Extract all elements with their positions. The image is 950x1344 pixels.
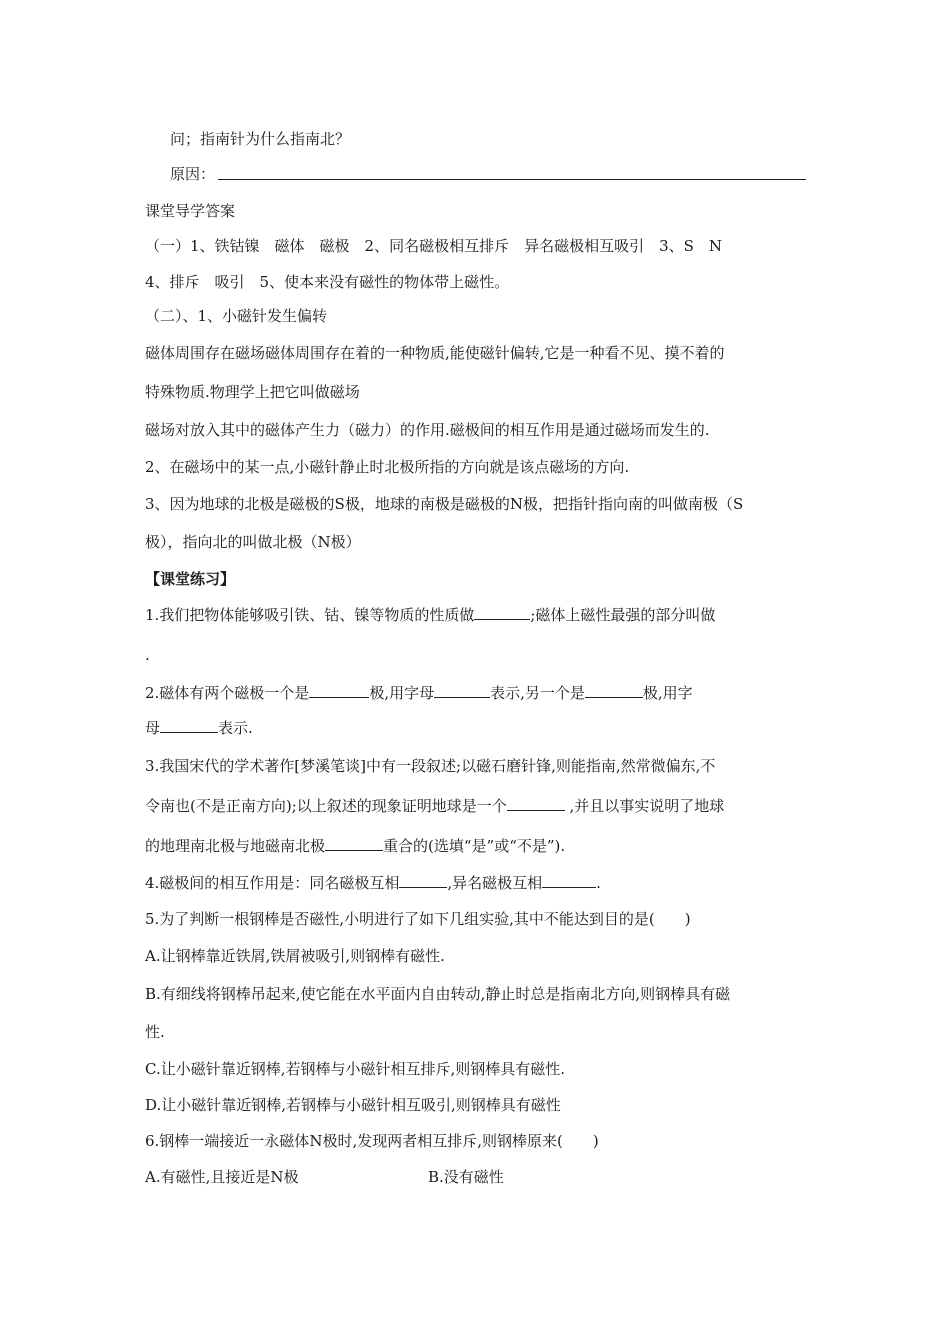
q1-text-b: ;磁体上磁性最强的部分叫做 xyxy=(530,606,716,624)
q3-text-d: 重合的(选填“是”或“不是”). xyxy=(383,837,566,855)
question-3-line3 xyxy=(145,836,565,856)
question-5-option-b-line1: B.有细线将钢棒吊起来,使它能在水平面内自由转动,静止时总是指南北方向,则钢棒具有磁 xyxy=(145,985,731,1003)
question-1-line1 xyxy=(145,605,715,625)
question-3-line2 xyxy=(145,796,724,816)
question-5-option-a: A.让钢棒靠近铁屑,铁屑被吸引,则钢棒有磁性. xyxy=(145,947,445,965)
q3-blank-2[interactable] xyxy=(325,836,383,851)
question-5-option-b-line2: 性. xyxy=(145,1023,165,1041)
field-definition-line2: 特殊物质.物理学上把它叫做磁场 xyxy=(145,383,360,401)
q2-text-b: 极,用字母 xyxy=(369,684,435,702)
question-1-line2 xyxy=(145,645,150,665)
question-6-stem: 6.钢棒一端接近一永磁体N极时,发现两者相互排斥,则钢棒原来( ) xyxy=(145,1132,599,1150)
practice-title: 【课堂练习】 xyxy=(145,570,236,588)
question-3-line1: 3.我国宋代的学术著作[梦溪笔谈]中有一段叙述;以磁石磨针锋,则能指南,然常微偏东,不 xyxy=(145,757,716,775)
question-5-stem: 5.为了判断一根钢棒是否磁性,小明进行了如下几组实验,其中不能达到目的是( ) xyxy=(145,910,691,928)
q2-text-a: 2.磁体有两个磁极一个是 xyxy=(145,684,310,702)
answer-item2: 2、在磁场中的某一点,小磁针静止时北极所指的方向就是该点磁场的方向. xyxy=(145,458,630,476)
q4-blank-1[interactable] xyxy=(399,873,447,888)
q2-text-e: 母 xyxy=(145,719,161,737)
q2-text-c: 表示,另一个是 xyxy=(490,684,585,702)
q4-text-b: ,异名磁极互相 xyxy=(447,874,543,892)
q2-blank-4[interactable] xyxy=(160,718,218,733)
q2-blank-2[interactable] xyxy=(434,683,490,698)
field-definition-line1: 磁体周围存在磁场磁体周围存在着的一种物质,能使磁针偏转,它是一种看不见、摸不着的 xyxy=(145,344,725,362)
reason-label: 原因： xyxy=(170,165,216,183)
q1-text-a: 1.我们把物体能够吸引铁、钴、镍等物质的性质做 xyxy=(145,606,475,624)
answers-title: 课堂导学答案 xyxy=(145,202,236,220)
question-line: 问；指南针为什么指南北？ xyxy=(170,130,351,148)
q4-text-a: 4.磁极间的相互作用是：同名磁极互相 xyxy=(145,874,400,892)
q6-option-b: B.没有磁性 xyxy=(428,1168,504,1186)
question-2-line2 xyxy=(145,718,253,738)
field-effect-line: 磁场对放入其中的磁体产生力（磁力）的作用.磁极间的相互作用是通过磁场而发生的. xyxy=(145,421,710,439)
q2-blank-1[interactable] xyxy=(309,683,369,698)
question-6-options xyxy=(145,1167,299,1187)
answer-item3-line1: 3、因为地球的北极是磁极的S极，地球的南极是磁极的N极，把指针指向南的叫做南极（S xyxy=(145,495,744,513)
question-5-option-d: D.让小磁针靠近钢棒,若钢棒与小磁针相互吸引,则钢棒具有磁性 xyxy=(145,1096,561,1114)
answer-item3-line2: 极），指向北的叫做北极（N极） xyxy=(145,533,361,551)
q2-text-d: 极,用字 xyxy=(642,684,693,702)
q1-text-c: . xyxy=(145,646,150,664)
q3-text-c: 的地理南北极与地磁南北极 xyxy=(145,837,326,855)
q2-text-f: 表示. xyxy=(218,719,253,737)
question-5-option-c: C.让小磁针靠近钢棒,若钢棒与小磁针相互排斥,则钢棒具有磁性. xyxy=(145,1060,566,1078)
answer-part2-line1: （二）、1、小磁针发生偏转 xyxy=(145,307,328,325)
question-2-line1 xyxy=(145,683,693,703)
q2-blank-3[interactable] xyxy=(585,683,643,698)
answer-part1-line1: （一）1、铁钴镍 磁体 磁极 2、同名磁极相互排斥 异名磁极相互吸引 3、S N xyxy=(145,237,723,255)
answer-blank-line xyxy=(218,179,806,180)
q1-blank-1[interactable] xyxy=(474,605,530,620)
answer-part1-line2: 4、排斥 吸引 5、使本来没有磁性的物体带上磁性。 xyxy=(145,273,510,291)
q6-option-a: A.有磁性,且接近是N极 xyxy=(145,1168,299,1186)
q3-text-a: 令南也(不是正南方向);以上叙述的现象证明地球是一个 xyxy=(145,797,507,815)
q4-blank-2[interactable] xyxy=(542,873,596,888)
q4-text-c: . xyxy=(596,874,601,892)
q3-text-b: ,并且以事实说明了地球 xyxy=(564,797,725,815)
q3-blank-1[interactable] xyxy=(507,796,565,811)
question-4-line xyxy=(145,873,601,893)
